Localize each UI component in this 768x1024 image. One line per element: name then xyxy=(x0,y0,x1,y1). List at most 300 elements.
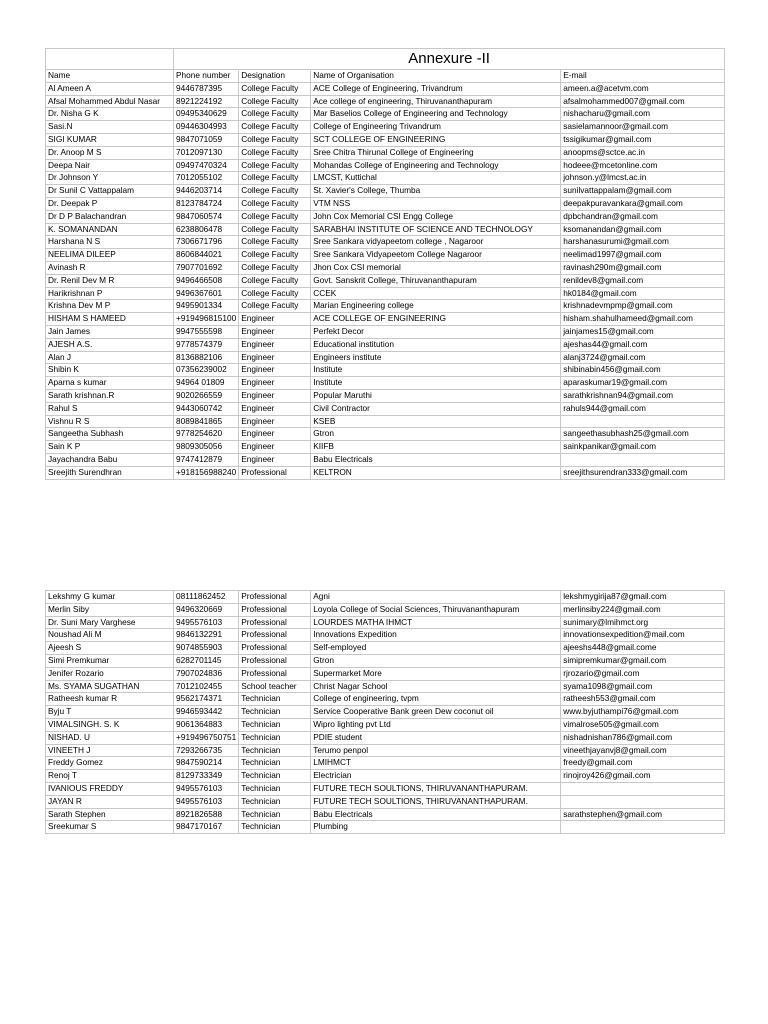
organisation-cell[interactable]: Terumo penpol xyxy=(311,744,561,757)
table-row xyxy=(46,108,725,121)
phone-cell[interactable]: +919496815100 xyxy=(174,313,239,326)
phone-cell[interactable]: 9847590214 xyxy=(174,757,239,770)
email-cell[interactable]: syama1098@gmail.com xyxy=(561,680,725,693)
name-cell[interactable]: VIMALSINGH. S. K xyxy=(46,718,174,731)
organisation-cell[interactable]: Service Cooperative Bank green Dew coconut oil xyxy=(311,706,561,719)
phone-cell[interactable]: 8089841865 xyxy=(174,415,239,428)
email-cell[interactable]: sunilvattappalam@gmail.com xyxy=(561,185,725,198)
email-cell[interactable]: renildev8@gmail.com xyxy=(561,274,725,287)
table-row xyxy=(46,667,725,680)
name-cell[interactable]: Harikrishnan P xyxy=(46,287,174,300)
email-cell[interactable] xyxy=(561,415,725,428)
name-cell[interactable]: Dr. Deepak P xyxy=(46,197,174,210)
designation-cell[interactable]: Technician xyxy=(239,808,311,821)
table-row xyxy=(46,95,725,108)
table-row xyxy=(46,249,725,262)
name-cell[interactable]: Shibin K xyxy=(46,364,174,377)
phone-cell[interactable]: 9496466508 xyxy=(174,274,239,287)
name-cell[interactable]: Noushad Ali M xyxy=(46,629,174,642)
table-row xyxy=(46,654,725,667)
designation-cell[interactable]: College Faculty xyxy=(239,274,311,287)
table-row xyxy=(46,591,725,604)
phone-cell[interactable]: 9809305056 xyxy=(174,441,239,454)
designation-cell[interactable]: Professional xyxy=(239,466,311,479)
name-cell[interactable]: Rahul S xyxy=(46,402,174,415)
designation-cell[interactable]: College Faculty xyxy=(239,261,311,274)
name-cell[interactable]: Alan J xyxy=(46,351,174,364)
email-cell[interactable]: vineethjayanvj8@gmail.com xyxy=(561,744,725,757)
phone-cell[interactable]: 9496367601 xyxy=(174,287,239,300)
phone-cell[interactable]: 94964 01809 xyxy=(174,377,239,390)
organisation-cell[interactable]: SARABHAI INSTITUTE OF SCIENCE AND TECHNOLOGY xyxy=(311,223,561,236)
table-row xyxy=(46,706,725,719)
name-cell[interactable]: Jain James xyxy=(46,325,174,338)
phone-cell[interactable]: 9562174371 xyxy=(174,693,239,706)
organisation-cell[interactable]: PDIE student xyxy=(311,731,561,744)
name-cell[interactable]: HISHAM S HAMEED xyxy=(46,313,174,326)
table-row xyxy=(46,159,725,172)
email-cell[interactable]: ksomanandan@gmail.com xyxy=(561,223,725,236)
name-cell[interactable]: SIGI KUMAR xyxy=(46,133,174,146)
table-row xyxy=(46,642,725,655)
email-cell[interactable]: krishnadevmpmp@gmail.com xyxy=(561,300,725,313)
organisation-cell[interactable]: College of engineering, tvpm xyxy=(311,693,561,706)
phone-cell[interactable]: 7293266735 xyxy=(174,744,239,757)
table-row xyxy=(46,82,725,95)
phone-cell[interactable]: 9495576103 xyxy=(174,782,239,795)
name-cell[interactable]: Sarath krishnan.R xyxy=(46,389,174,402)
phone-cell[interactable]: 07356239002 xyxy=(174,364,239,377)
designation-cell[interactable]: College Faculty xyxy=(239,121,311,134)
organisation-cell[interactable]: Sree Chitra Thirunal College of Engineering xyxy=(311,146,561,159)
organisation-cell[interactable]: Babu Electricals xyxy=(311,808,561,821)
email-cell[interactable]: nishadnishan786@gmail.com xyxy=(561,731,725,744)
phone-cell[interactable]: 09446304993 xyxy=(174,121,239,134)
name-cell[interactable]: Sarath Stephen xyxy=(46,808,174,821)
email-cell[interactable]: sreejithsurendran333@gmail.com xyxy=(561,466,725,479)
table-row xyxy=(46,197,725,210)
blank-cell[interactable] xyxy=(46,49,174,70)
phone-cell[interactable]: 9074855903 xyxy=(174,642,239,655)
title-row xyxy=(46,49,725,70)
table-row xyxy=(46,172,725,185)
table-row xyxy=(46,389,725,402)
email-cell[interactable]: sangeethasubhash25@gmail.com xyxy=(561,428,725,441)
header-name: Name xyxy=(46,70,174,83)
organisation-cell[interactable]: Educational institution xyxy=(311,338,561,351)
table-row xyxy=(46,770,725,783)
name-cell[interactable]: AJESH A.S. xyxy=(46,338,174,351)
sheet-table-2 xyxy=(45,590,725,834)
designation-cell[interactable]: College Faculty xyxy=(239,223,311,236)
organisation-cell[interactable]: College of Engineering Trivandrum xyxy=(311,121,561,134)
email-cell[interactable]: neelimad1997@gmail.com xyxy=(561,249,725,262)
page-title: Annexure -II xyxy=(174,49,725,70)
designation-cell[interactable]: Professional xyxy=(239,629,311,642)
header-organisation: Name of Organisation xyxy=(311,70,561,83)
name-cell[interactable]: Dr. Anoop M S xyxy=(46,146,174,159)
name-cell[interactable]: Sangeetha Subhash xyxy=(46,428,174,441)
phone-cell[interactable]: 7012102455 xyxy=(174,680,239,693)
email-cell[interactable]: afsalmohammed007@gmail.com xyxy=(561,95,725,108)
name-cell[interactable]: Freddy Gomez xyxy=(46,757,174,770)
phone-cell[interactable]: +919496750751 xyxy=(174,731,239,744)
email-cell[interactable]: innovationsexpedition@mail.com xyxy=(561,629,725,642)
email-cell[interactable]: sunimary@lmihmct.org xyxy=(561,616,725,629)
name-cell[interactable]: Al Ameen A xyxy=(46,82,174,95)
designation-cell[interactable]: College Faculty xyxy=(239,159,311,172)
email-cell[interactable]: ajeshas44@gmail.com xyxy=(561,338,725,351)
designation-cell[interactable]: Engineer xyxy=(239,453,311,466)
email-cell[interactable]: ravinash290m@gmail.com xyxy=(561,261,725,274)
designation-cell[interactable]: College Faculty xyxy=(239,300,311,313)
name-cell[interactable]: NISHAD. U xyxy=(46,731,174,744)
table-row xyxy=(46,261,725,274)
designation-cell[interactable]: Engineer xyxy=(239,313,311,326)
email-cell[interactable]: hodeee@mcetonline.com xyxy=(561,159,725,172)
phone-cell[interactable]: 9446203714 xyxy=(174,185,239,198)
name-cell[interactable]: VINEETH J xyxy=(46,744,174,757)
name-cell[interactable]: K. SOMANANDAN xyxy=(46,223,174,236)
name-cell[interactable]: Sain K P xyxy=(46,441,174,454)
email-cell[interactable]: johnson.y@lmcst.ac.in xyxy=(561,172,725,185)
table-row xyxy=(46,744,725,757)
phone-cell[interactable]: 7907701692 xyxy=(174,261,239,274)
email-cell[interactable]: nishacharu@gmail.com xyxy=(561,108,725,121)
email-cell[interactable]: alanj3724@gmail.com xyxy=(561,351,725,364)
email-cell[interactable]: vimalrose505@gmail.com xyxy=(561,718,725,731)
organisation-cell[interactable]: Electrician xyxy=(311,770,561,783)
designation-cell[interactable]: Technician xyxy=(239,718,311,731)
organisation-cell[interactable]: St. Xavier's College, Thumba xyxy=(311,185,561,198)
organisation-cell[interactable]: LMIHMCT xyxy=(311,757,561,770)
email-cell[interactable]: freedy@gmail.com xyxy=(561,757,725,770)
table-row xyxy=(46,364,725,377)
phone-cell[interactable]: 9847170167 xyxy=(174,821,239,834)
email-cell[interactable]: simipremkumar@gmail.com xyxy=(561,654,725,667)
phone-cell[interactable]: 9495576103 xyxy=(174,795,239,808)
email-cell[interactable]: aparaskumar19@gmail.com xyxy=(561,377,725,390)
name-cell[interactable]: Harshana N S xyxy=(46,236,174,249)
phone-cell[interactable]: 9847060574 xyxy=(174,210,239,223)
organisation-cell[interactable]: SCT COLLEGE OF ENGINEERING xyxy=(311,133,561,146)
phone-cell[interactable]: 9496320669 xyxy=(174,603,239,616)
designation-cell[interactable]: Engineer xyxy=(239,338,311,351)
email-cell[interactable]: merlinsiby224@gmail.com xyxy=(561,603,725,616)
name-cell[interactable]: Sreekumar S xyxy=(46,821,174,834)
phone-cell[interactable]: 7306671796 xyxy=(174,236,239,249)
designation-cell[interactable]: Technician xyxy=(239,782,311,795)
designation-cell[interactable]: College Faculty xyxy=(239,236,311,249)
organisation-cell[interactable]: Engineers institute xyxy=(311,351,561,364)
name-cell[interactable]: Jayachandra Babu xyxy=(46,453,174,466)
designation-cell[interactable]: Professional xyxy=(239,642,311,655)
phone-cell[interactable]: 9443060742 xyxy=(174,402,239,415)
email-cell[interactable] xyxy=(561,821,725,834)
designation-cell[interactable]: College Faculty xyxy=(239,249,311,262)
name-cell[interactable]: JAYAN R xyxy=(46,795,174,808)
name-cell[interactable]: Avinash R xyxy=(46,261,174,274)
designation-cell[interactable]: Professional xyxy=(239,654,311,667)
organisation-cell[interactable]: Sree Sankara Vidyapeetom College Nagaroor xyxy=(311,249,561,262)
email-cell[interactable]: deepakpuravankara@gmail.com xyxy=(561,197,725,210)
name-cell[interactable]: Deepa Nair xyxy=(46,159,174,172)
organisation-cell[interactable]: Institute xyxy=(311,377,561,390)
name-cell[interactable]: Merlin Siby xyxy=(46,603,174,616)
designation-cell[interactable]: Engineer xyxy=(239,364,311,377)
designation-cell[interactable]: College Faculty xyxy=(239,108,311,121)
organisation-cell[interactable]: Civil Contractor xyxy=(311,402,561,415)
header-phone: Phone number xyxy=(174,70,239,83)
designation-cell[interactable]: College Faculty xyxy=(239,185,311,198)
designation-cell[interactable]: Technician xyxy=(239,744,311,757)
phone-cell[interactable]: 7907024836 xyxy=(174,667,239,680)
phone-cell[interactable]: 8921826588 xyxy=(174,808,239,821)
name-cell[interactable]: Krishna Dev M P xyxy=(46,300,174,313)
phone-cell[interactable]: 8921224192 xyxy=(174,95,239,108)
phone-cell[interactable]: 9846132291 xyxy=(174,629,239,642)
designation-cell[interactable]: Technician xyxy=(239,821,311,834)
designation-cell[interactable]: College Faculty xyxy=(239,146,311,159)
table-row xyxy=(46,466,725,479)
organisation-cell[interactable]: KSEB xyxy=(311,415,561,428)
phone-cell[interactable]: 8129733349 xyxy=(174,770,239,783)
phone-cell[interactable]: 6282701145 xyxy=(174,654,239,667)
designation-cell[interactable]: Professional xyxy=(239,603,311,616)
designation-cell[interactable]: College Faculty xyxy=(239,95,311,108)
phone-cell[interactable]: 9061364883 xyxy=(174,718,239,731)
table-row xyxy=(46,210,725,223)
designation-cell[interactable]: Professional xyxy=(239,591,311,604)
name-cell[interactable]: Dr Johnson Y xyxy=(46,172,174,185)
table-row xyxy=(46,185,725,198)
email-cell[interactable]: www.byjuthampi76@gmail.com xyxy=(561,706,725,719)
phone-cell[interactable]: 9020266559 xyxy=(174,389,239,402)
phone-cell[interactable]: 9747412879 xyxy=(174,453,239,466)
email-cell[interactable]: sarathkrishnan94@gmail.com xyxy=(561,389,725,402)
email-cell[interactable]: ratheesh553@gmail.com xyxy=(561,693,725,706)
organisation-cell[interactable]: Plumbing xyxy=(311,821,561,834)
organisation-cell[interactable]: Perfekt Decor xyxy=(311,325,561,338)
table-row xyxy=(46,223,725,236)
designation-cell[interactable]: Engineer xyxy=(239,428,311,441)
table-row xyxy=(46,603,725,616)
name-cell[interactable]: Dr D P Balachandran xyxy=(46,210,174,223)
organisation-cell[interactable]: Innovations Expedition xyxy=(311,629,561,642)
organisation-cell[interactable]: Mohandas College of Engineering and Technology xyxy=(311,159,561,172)
designation-cell[interactable]: College Faculty xyxy=(239,82,311,95)
designation-cell[interactable]: College Faculty xyxy=(239,287,311,300)
table-row xyxy=(46,351,725,364)
phone-cell[interactable]: 9446787395 xyxy=(174,82,239,95)
email-cell[interactable] xyxy=(561,453,725,466)
organisation-cell[interactable]: KELTRON xyxy=(311,466,561,479)
name-cell[interactable]: IVANIOUS FREDDY xyxy=(46,782,174,795)
phone-cell[interactable]: 8136882106 xyxy=(174,351,239,364)
phone-cell[interactable]: +918156988240 xyxy=(174,466,239,479)
designation-cell[interactable]: Professional xyxy=(239,667,311,680)
name-cell[interactable]: Jenifer Rozario xyxy=(46,667,174,680)
organisation-cell[interactable]: Govt. Sanskrit College, Thiruvananthapuram xyxy=(311,274,561,287)
email-cell[interactable] xyxy=(561,782,725,795)
organisation-cell[interactable]: Ace college of engineering, Thiruvananthapuram xyxy=(311,95,561,108)
designation-cell[interactable]: Technician xyxy=(239,706,311,719)
name-cell[interactable]: Simi Premkumar xyxy=(46,654,174,667)
table-row xyxy=(46,731,725,744)
email-cell[interactable]: ajeeshs448@gmail.come xyxy=(561,642,725,655)
table-row xyxy=(46,236,725,249)
organisation-cell[interactable]: Loyola College of Social Sciences, Thiruvananthapuram xyxy=(311,603,561,616)
organisation-cell[interactable]: Babu Electricals xyxy=(311,453,561,466)
organisation-cell[interactable]: John Cox Memorial CSI Engg College xyxy=(311,210,561,223)
phone-cell[interactable]: 09497470324 xyxy=(174,159,239,172)
designation-cell[interactable]: Engineer xyxy=(239,325,311,338)
organisation-cell[interactable]: Popular Maruthi xyxy=(311,389,561,402)
designation-cell[interactable]: School teacher xyxy=(239,680,311,693)
organisation-cell[interactable]: Institute xyxy=(311,364,561,377)
phone-cell[interactable]: 7012055102 xyxy=(174,172,239,185)
designation-cell[interactable]: Engineer xyxy=(239,415,311,428)
email-cell[interactable]: jainjames15@gmail.com xyxy=(561,325,725,338)
table-row xyxy=(46,616,725,629)
phone-cell[interactable]: 9778574379 xyxy=(174,338,239,351)
phone-cell[interactable]: 7012097130 xyxy=(174,146,239,159)
email-cell[interactable]: tssigikumar@gmail.com xyxy=(561,133,725,146)
organisation-cell[interactable]: Sree Sankara vidyapeetom college , Nagaroor xyxy=(311,236,561,249)
designation-cell[interactable]: Professional xyxy=(239,616,311,629)
organisation-cell[interactable]: FUTURE TECH SOULTIONS, THIRUVANANTHAPURAM. xyxy=(311,795,561,808)
phone-cell[interactable]: 9778254620 xyxy=(174,428,239,441)
organisation-cell[interactable]: ACE COLLEGE OF ENGINEERING xyxy=(311,313,561,326)
designation-cell[interactable]: Technician xyxy=(239,757,311,770)
organisation-cell[interactable]: Marian Engineering college xyxy=(311,300,561,313)
header-email: E-mail xyxy=(561,70,725,83)
email-cell[interactable]: rjrozario@gmail.com xyxy=(561,667,725,680)
table-row xyxy=(46,287,725,300)
phone-cell[interactable]: 9847071059 xyxy=(174,133,239,146)
designation-cell[interactable]: Engineer xyxy=(239,389,311,402)
email-cell[interactable]: ameen.a@acetvm.com xyxy=(561,82,725,95)
designation-cell[interactable]: Technician xyxy=(239,770,311,783)
name-cell[interactable]: Lekshmy G kumar xyxy=(46,591,174,604)
name-cell[interactable]: Sasi.N xyxy=(46,121,174,134)
organisation-cell[interactable]: FUTURE TECH SOULTIONS, THIRUVANANTHAPURAM. xyxy=(311,782,561,795)
phone-cell[interactable]: 9495576103 xyxy=(174,616,239,629)
name-cell[interactable]: Dr. Nisha G K xyxy=(46,108,174,121)
organisation-cell[interactable]: Agni xyxy=(311,591,561,604)
designation-cell[interactable]: Technician xyxy=(239,795,311,808)
table-row xyxy=(46,377,725,390)
email-cell[interactable]: sarathstephen@gmail.com xyxy=(561,808,725,821)
name-cell[interactable]: Ajeesh S xyxy=(46,642,174,655)
organisation-cell[interactable]: Self-employed xyxy=(311,642,561,655)
name-cell[interactable]: Vishnu R S xyxy=(46,415,174,428)
designation-cell[interactable]: Engineer xyxy=(239,351,311,364)
phone-cell[interactable]: 6238806478 xyxy=(174,223,239,236)
table-row xyxy=(46,133,725,146)
organisation-cell[interactable]: Wipro lighting pvt Ltd xyxy=(311,718,561,731)
email-cell[interactable]: dpbchandran@gmail.com xyxy=(561,210,725,223)
email-cell[interactable]: anoopms@sctce.ac.in xyxy=(561,146,725,159)
email-cell[interactable]: rinojroy426@gmail.com xyxy=(561,770,725,783)
name-cell[interactable]: Ms. SYAMA SUGATHAN xyxy=(46,680,174,693)
organisation-cell[interactable]: Mar Baselios College of Engineering and Technology xyxy=(311,108,561,121)
table-row xyxy=(46,718,725,731)
phone-cell[interactable]: 09495340629 xyxy=(174,108,239,121)
email-cell[interactable]: lekshmygirija87@gmail.com xyxy=(561,591,725,604)
organisation-cell[interactable]: Gtron xyxy=(311,654,561,667)
email-cell[interactable] xyxy=(561,795,725,808)
table-row xyxy=(46,629,725,642)
designation-cell[interactable]: College Faculty xyxy=(239,210,311,223)
phone-cell[interactable]: 8123784724 xyxy=(174,197,239,210)
phone-cell[interactable]: 8606844021 xyxy=(174,249,239,262)
table-row xyxy=(46,441,725,454)
email-cell[interactable]: harshanasurumi@gmail.com xyxy=(561,236,725,249)
name-cell[interactable]: Dr. Suni Mary Varghese xyxy=(46,616,174,629)
header-row xyxy=(46,70,725,83)
phone-cell[interactable]: 9947555598 xyxy=(174,325,239,338)
name-cell[interactable]: Renoj T xyxy=(46,770,174,783)
email-cell[interactable]: sainkpanikar@gmail.com xyxy=(561,441,725,454)
organisation-cell[interactable]: KIIFB xyxy=(311,441,561,454)
table-row xyxy=(46,693,725,706)
table-row xyxy=(46,808,725,821)
email-cell[interactable]: sasielamannoor@gmail.com xyxy=(561,121,725,134)
name-cell[interactable]: Aparna s kumar xyxy=(46,377,174,390)
name-cell[interactable]: Ratheesh kumar R xyxy=(46,693,174,706)
email-cell[interactable]: hk0184@gmail.com xyxy=(561,287,725,300)
table-row xyxy=(46,121,725,134)
email-cell[interactable]: hisham.shahulhameed@gmail.com xyxy=(561,313,725,326)
organisation-cell[interactable]: Jhon Cox CSI memorial xyxy=(311,261,561,274)
organisation-cell[interactable]: ACE College of Engineering, Trivandrum xyxy=(311,82,561,95)
designation-cell[interactable]: College Faculty xyxy=(239,197,311,210)
designation-cell[interactable]: Engineer xyxy=(239,441,311,454)
organisation-cell[interactable]: VTM NSS xyxy=(311,197,561,210)
table-row xyxy=(46,428,725,441)
designation-cell[interactable]: Technician xyxy=(239,693,311,706)
organisation-cell[interactable]: LOURDES MATHA IHMCT xyxy=(311,616,561,629)
table-row xyxy=(46,757,725,770)
name-cell[interactable]: Sreejith Surendhran xyxy=(46,466,174,479)
table-row xyxy=(46,338,725,351)
email-cell[interactable]: rahuls944@gmail.com xyxy=(561,402,725,415)
name-cell[interactable]: Byju T xyxy=(46,706,174,719)
table-row xyxy=(46,821,725,834)
phone-cell[interactable]: 9495901334 xyxy=(174,300,239,313)
name-cell[interactable]: Dr. Renil Dev M R xyxy=(46,274,174,287)
organisation-cell[interactable]: Christ Nagar School xyxy=(311,680,561,693)
email-cell[interactable]: shibinabin456@gmail.com xyxy=(561,364,725,377)
name-cell[interactable]: Dr Sunil C Vattappalam xyxy=(46,185,174,198)
organisation-cell[interactable]: Gtron xyxy=(311,428,561,441)
organisation-cell[interactable]: LMCST, Kuttichal xyxy=(311,172,561,185)
designation-cell[interactable]: College Faculty xyxy=(239,133,311,146)
phone-cell[interactable]: 9946593442 xyxy=(174,706,239,719)
designation-cell[interactable]: Technician xyxy=(239,731,311,744)
phone-cell[interactable]: 08111862452 xyxy=(174,591,239,604)
designation-cell[interactable]: Engineer xyxy=(239,402,311,415)
designation-cell[interactable]: College Faculty xyxy=(239,172,311,185)
designation-cell[interactable]: Engineer xyxy=(239,377,311,390)
table-row xyxy=(46,146,725,159)
name-cell[interactable]: Afsal Mohammed Abdul Nasar xyxy=(46,95,174,108)
organisation-cell[interactable]: Supermarket More xyxy=(311,667,561,680)
organisation-cell[interactable]: CCEK xyxy=(311,287,561,300)
name-cell[interactable]: NEELIMA DILEEP xyxy=(46,249,174,262)
table-row xyxy=(46,325,725,338)
